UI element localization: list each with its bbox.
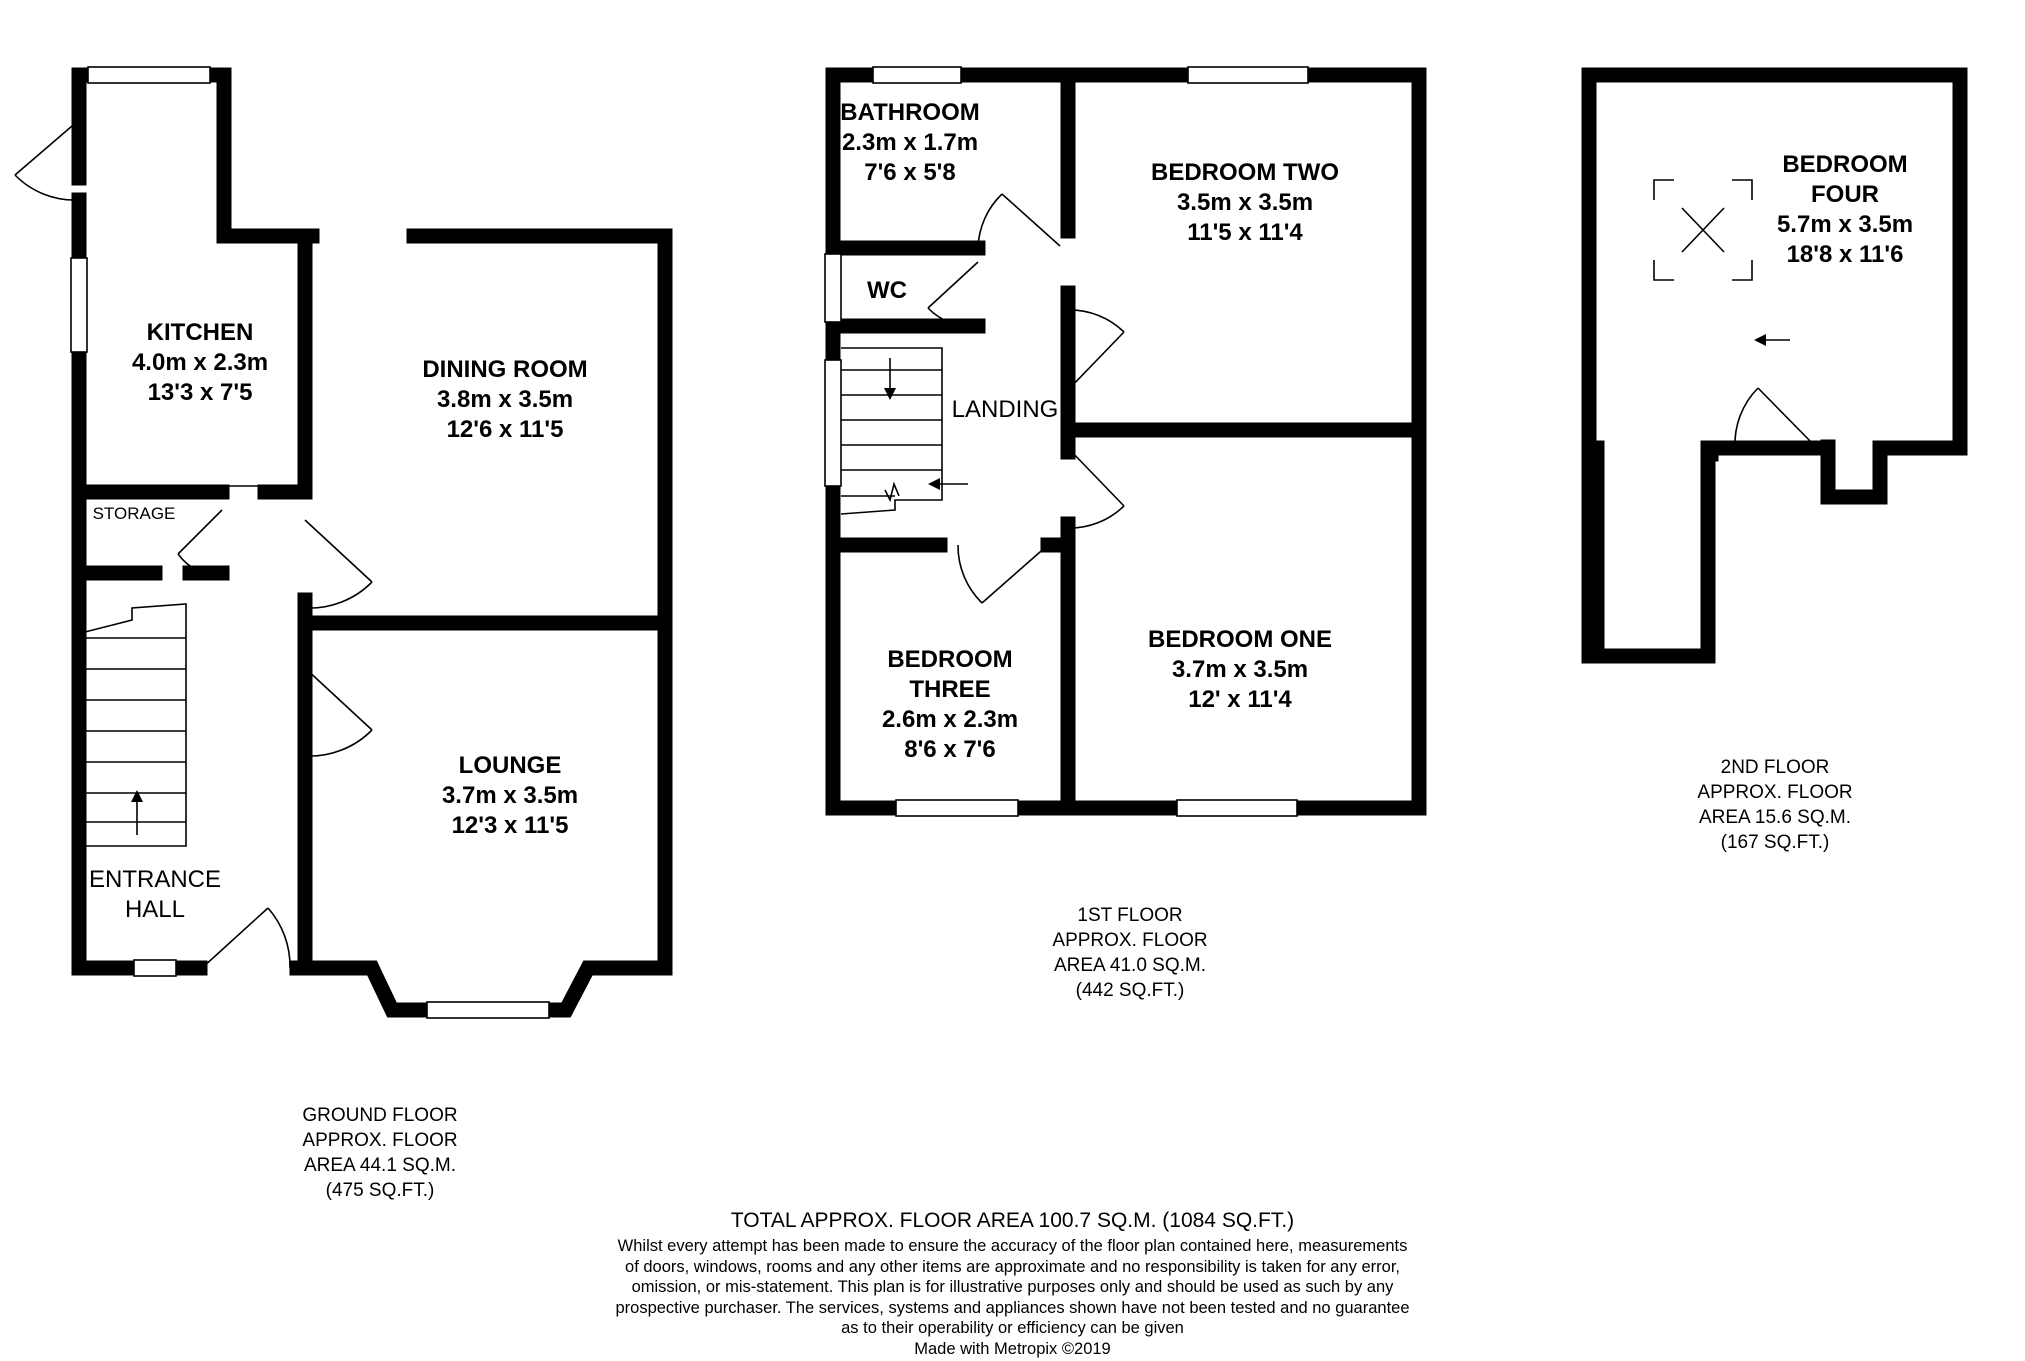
bedroom-one-name: BEDROOM ONE bbox=[1147, 626, 1332, 653]
bedroom-two-name: BEDROOM TWO bbox=[1151, 159, 1339, 186]
disclaimer-line1: Whilst every attempt has been made to ensure the accuracy of the floor plan contained here, measurements bbox=[617, 1237, 1408, 1255]
bathroom-name: BATHROOM bbox=[840, 99, 980, 126]
stairs-icon bbox=[841, 348, 968, 514]
kitchen-metric: 4.0m x 2.3m bbox=[131, 349, 269, 376]
lounge-label bbox=[385, 751, 635, 841]
bedroom-three-name-2: THREE bbox=[909, 676, 991, 703]
bedroom-three-window bbox=[896, 800, 1018, 816]
bedroom-one-label bbox=[1115, 625, 1365, 715]
disclaimer-line2: of doors, windows, rooms and any other items are approximate and no responsibility is taken for any error, bbox=[625, 1257, 1400, 1276]
bedroom-four-name-1: BEDROOM bbox=[1782, 151, 1908, 178]
bedroom-two-imperial: 11'5 x 11'4 bbox=[1187, 219, 1303, 246]
bedroom-three-door bbox=[958, 545, 1048, 603]
wc-name: WC bbox=[867, 277, 907, 304]
direction-arrow-icon bbox=[1754, 334, 1790, 346]
lounge-name: LOUNGE bbox=[458, 752, 562, 779]
second-floor-area bbox=[1655, 755, 1895, 855]
lounge-imperial: 12'3 x 11'5 bbox=[451, 812, 569, 839]
bedroom-two-door bbox=[1068, 310, 1124, 390]
second-floor-line4: (167 SQ.FT.) bbox=[1720, 832, 1830, 853]
landing-window bbox=[825, 360, 841, 486]
bedroom-one-metric: 3.7m x 3.5m bbox=[1171, 656, 1309, 683]
lounge-metric: 3.7m x 3.5m bbox=[441, 782, 579, 809]
bathroom-imperial: 7'6 x 5'8 bbox=[864, 159, 956, 186]
landing-name: LANDING bbox=[951, 396, 1059, 423]
kitchen-window bbox=[88, 67, 210, 83]
bedroom-four-imperial: 18'8 x 11'6 bbox=[1786, 241, 1904, 268]
skylight-icon bbox=[1654, 180, 1752, 280]
wc-window bbox=[825, 254, 841, 322]
bedroom-two-metric: 3.5m x 3.5m bbox=[1176, 189, 1314, 216]
lounge-bay-window bbox=[427, 1002, 549, 1018]
kitchen-label bbox=[100, 318, 300, 408]
bathroom-label bbox=[835, 98, 985, 188]
bedroom-four-name-2: FOUR bbox=[1811, 181, 1879, 208]
landing-label bbox=[945, 395, 1065, 425]
entrance-hall-label bbox=[80, 865, 230, 925]
ground-floor-line3: AREA 44.1 SQ.M. bbox=[303, 1155, 457, 1176]
dining-room-name: DINING ROOM bbox=[422, 356, 588, 383]
bedroom-one-window bbox=[1177, 800, 1297, 816]
bedroom-four-label bbox=[1755, 150, 1935, 270]
first-floor-line2: APPROX. FLOOR bbox=[1052, 930, 1208, 951]
wc-label bbox=[852, 276, 922, 306]
first-floor-area bbox=[1010, 903, 1250, 1003]
ground-floor-line4: (475 SQ.FT.) bbox=[325, 1180, 435, 1201]
ground-floor-area bbox=[260, 1103, 500, 1203]
bedroom-three-name-1: BEDROOM bbox=[887, 646, 1013, 673]
bedroom-four-door bbox=[1735, 388, 1815, 448]
stairs-icon bbox=[85, 604, 186, 846]
storage-name: STORAGE bbox=[92, 504, 176, 523]
bedroom-four-metric: 5.7m x 3.5m bbox=[1776, 211, 1914, 238]
entrance-hall-name-2: HALL bbox=[124, 896, 186, 923]
first-floor-line1: 1ST FLOOR bbox=[1077, 905, 1183, 926]
disclaimer-line4: prospective purchaser. The services, systems and appliances shown have not been tested and no guarantee bbox=[615, 1298, 1410, 1317]
lounge-door bbox=[305, 668, 372, 756]
wc-door bbox=[928, 262, 978, 326]
ground-floor-line2: APPROX. FLOOR bbox=[302, 1130, 458, 1151]
dining-room-label bbox=[380, 355, 630, 445]
bedroom-two-window bbox=[1188, 67, 1308, 83]
dining-room-imperial: 12'6 x 11'5 bbox=[446, 416, 564, 443]
disclaimer-line5: as to their operability or efficiency can be given bbox=[841, 1319, 1184, 1337]
bathroom-door bbox=[978, 194, 1060, 248]
bedroom-one-door bbox=[1068, 448, 1124, 528]
entrance-hall-name-1: ENTRANCE bbox=[88, 866, 221, 893]
disclaimer-line3: omission, or mis-statement. This plan is for illustrative purposes only and should be used as such by any bbox=[631, 1278, 1394, 1296]
bathroom-window bbox=[873, 67, 961, 83]
first-floor-line3: AREA 41.0 SQ.M. bbox=[1053, 955, 1207, 976]
bedroom-three-imperial: 8'6 x 7'6 bbox=[904, 736, 996, 763]
first-floor-line4: (442 SQ.FT.) bbox=[1075, 980, 1185, 1001]
bedroom-three-label bbox=[860, 645, 1040, 765]
second-floor-line1: 2ND FLOOR bbox=[1720, 757, 1830, 778]
second-floor-line3: AREA 15.6 SQ.M. bbox=[1698, 807, 1852, 828]
second-floor-line2: APPROX. FLOOR bbox=[1697, 782, 1853, 803]
ground-floor-line1: GROUND FLOOR bbox=[302, 1105, 458, 1126]
kitchen-external-door bbox=[15, 120, 79, 200]
total-floor-area: TOTAL APPROX. FLOOR AREA 100.7 SQ.M. (1084 SQ.FT.) bbox=[730, 1209, 1295, 1232]
disclaimer bbox=[0, 1236, 2025, 1359]
bedroom-two-label bbox=[1120, 158, 1370, 248]
bathroom-metric: 2.3m x 1.7m bbox=[841, 129, 979, 156]
bedroom-one-imperial: 12' x 11'4 bbox=[1188, 686, 1292, 713]
bedroom-three-metric: 2.6m x 2.3m bbox=[881, 706, 1019, 733]
disclaimer-line6: Made with Metropix ©2019 bbox=[914, 1339, 1111, 1358]
storage-label bbox=[84, 503, 184, 525]
kitchen-imperial: 13'3 x 7'5 bbox=[147, 379, 253, 406]
dining-room-door bbox=[305, 520, 372, 608]
kitchen-name: KITCHEN bbox=[146, 319, 254, 346]
hall-window bbox=[134, 960, 176, 976]
dining-room-metric: 3.8m x 3.5m bbox=[436, 386, 574, 413]
kitchen-side-window bbox=[71, 258, 87, 352]
